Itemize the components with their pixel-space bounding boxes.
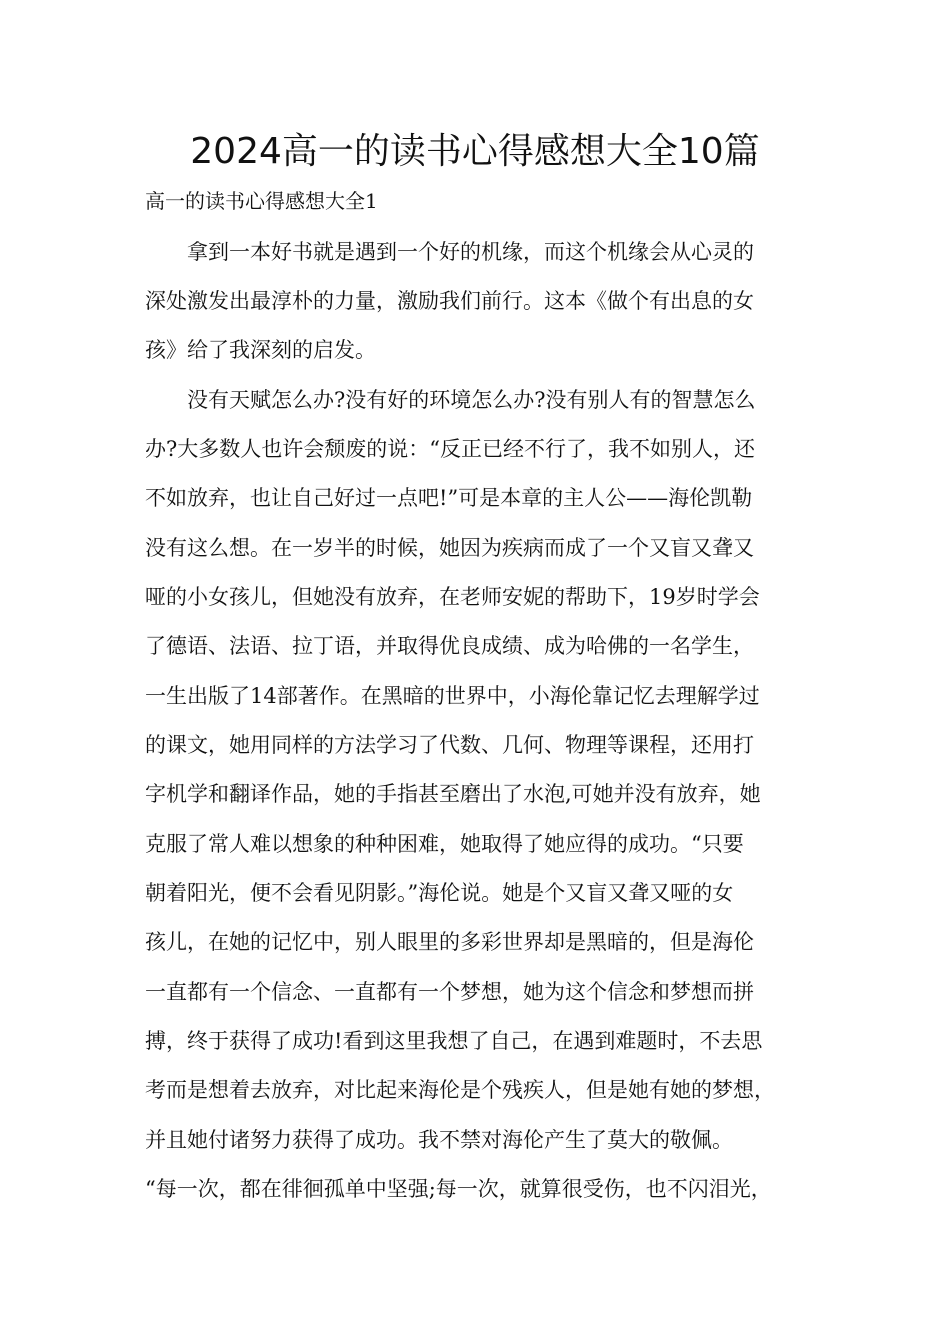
body-line: 不如放弃，也让自己好过一点吧!”可是本章的主人公——海伦凯勒	[145, 486, 753, 510]
body-line: 没有天赋怎么办?没有好的环境怎么办?没有别人有的智慧怎么	[145, 388, 756, 412]
body-line: 哑的小女孩儿，但她没有放弃，在老师安妮的帮助下，19岁时学会	[145, 585, 760, 609]
body-line: 拿到一本好书就是遇到一个好的机缘，而这个机缘会从心灵的	[145, 240, 754, 264]
section-heading: 高一的读书心得感想大全1	[145, 189, 378, 213]
body-line: 的课文，她用同样的方法学习了代数、几何、物理等课程，还用打	[145, 733, 754, 757]
document-title: 2024高一的读书心得感想大全10篇	[190, 131, 760, 172]
body-line: 并且她付诸努力获得了成功。我不禁对海伦产生了莫大的敬佩。	[145, 1128, 733, 1152]
body-line: 考而是想着去放弃，对比起来海伦是个残疾人，但是她有她的梦想，	[145, 1078, 775, 1102]
body-line: 克服了常人难以想象的种种困难，她取得了她应得的成功。“只要	[145, 832, 744, 856]
body-line: 孩儿，在她的记忆中，别人眼里的多彩世界却是黑暗的，但是海伦	[145, 930, 754, 954]
body-line: 搏，终于获得了成功!看到这里我想了自己，在遇到难题时，不去思	[145, 1029, 763, 1053]
body-line: 字机学和翻译作品，她的手指甚至磨出了水泡,可她并没有放弃，她	[145, 782, 761, 806]
body-line: 孩》给了我深刻的启发。	[145, 338, 376, 362]
body-line: 没有这么想。在一岁半的时候，她因为疾病而成了一个又盲又聋又	[145, 536, 754, 560]
body-line: 办?大多数人也许会颓废的说：“反正已经不行了，我不如别人，还	[145, 437, 755, 461]
body-line: 朝着阳光，便不会看见阴影。”海伦说。她是个又盲又聋又哑的女	[145, 881, 734, 905]
body-line: 了德语、法语、拉丁语，并取得优良成绩、成为哈佛的一名学生，	[145, 634, 754, 658]
body-line: 深处激发出最淳朴的力量，激励我们前行。这本《做个有出息的女	[145, 289, 754, 313]
body-line: 一直都有一个信念、一直都有一个梦想，她为这个信念和梦想而拼	[145, 980, 754, 1004]
body-line: 一生出版了14部著作。在黑暗的世界中，小海伦靠记忆去理解学过	[145, 684, 760, 708]
body-line: “每一次，都在徘徊孤单中坚强;每一次，就算很受伤，也不闪泪光，	[145, 1177, 772, 1201]
